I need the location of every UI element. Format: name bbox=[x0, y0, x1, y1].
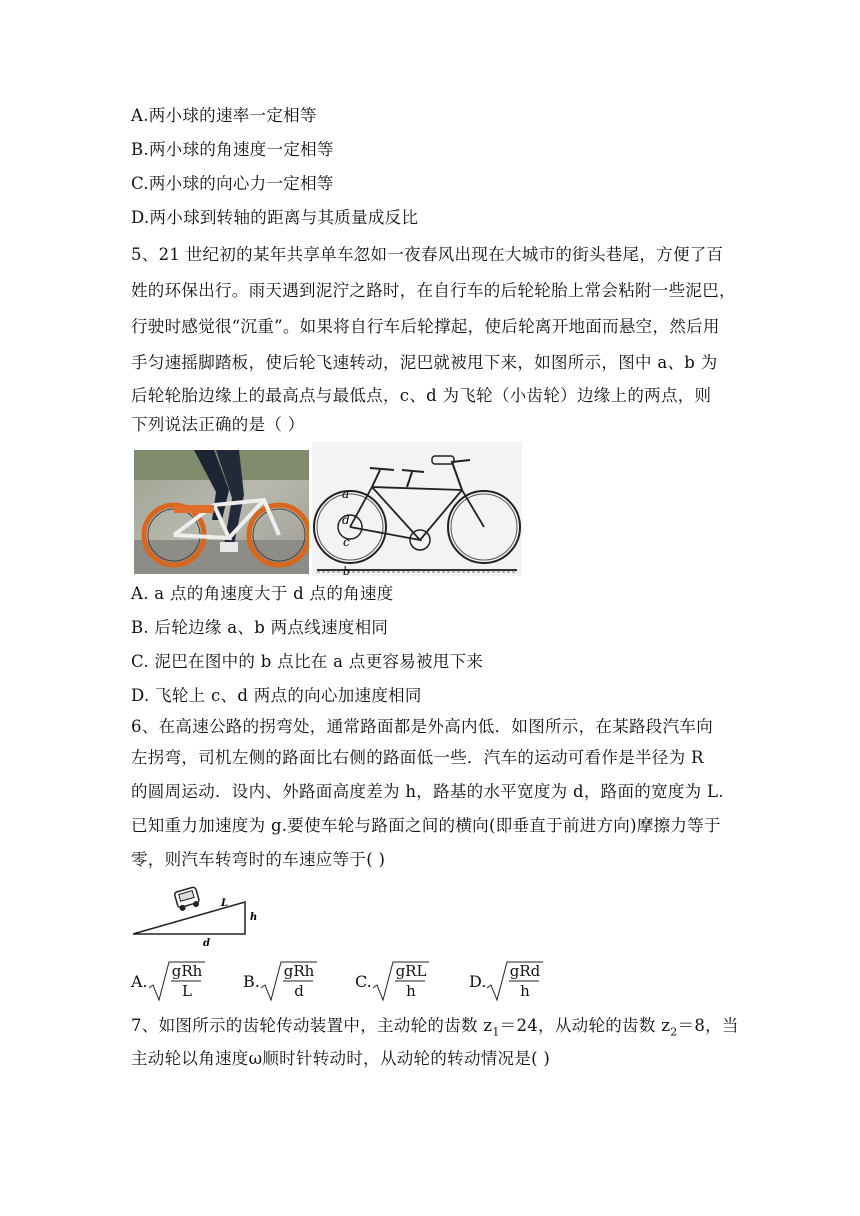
q7-line1-part-b: ＝24，从动轮的齿数 z bbox=[499, 1016, 671, 1035]
q4-option-c: C.两小球的向心力一定相等 bbox=[131, 174, 334, 193]
q6-option-d-label: D. bbox=[469, 972, 487, 991]
q6-option-a-label: A. bbox=[131, 972, 148, 991]
q6-option-c-label: C. bbox=[355, 972, 372, 991]
q6-stem-line-4: 已知重力加速度为 g.要使车轮与路面之间的横向(即垂直于前进方向)摩擦力等于 bbox=[131, 816, 721, 835]
bicycle-photo bbox=[134, 450, 309, 574]
q5-stem-line-3: 行驶时感觉很“沉重”。如果将自行车后轮撑起，使后轮离开地面而悬空，然后用 bbox=[131, 317, 720, 336]
q6-option-d-denominator: h bbox=[520, 982, 530, 1000]
label-h: h bbox=[250, 912, 258, 923]
q5-stem-line-6: 下列说法正确的是（ ） bbox=[131, 415, 305, 434]
q5-stem-line-4: 手匀速摇脚踏板，使后轮飞速转动，泥巴就被甩下来，如图所示，图中 a、b 为 bbox=[131, 353, 718, 372]
q4-option-d: D.两小球到转轴的距离与其质量成反比 bbox=[131, 208, 419, 227]
q6-stem-line-3: 的圆周运动．设内、外路面高度差为 h，路基的水平宽度为 d，路面的宽度为 L. bbox=[131, 782, 724, 801]
q5-option-c: C. 泥巴在图中的 b 点比在 a 点更容易被甩下来 bbox=[131, 652, 484, 671]
q6-option-b-denominator: d bbox=[294, 982, 304, 1000]
q6-stem-line-5: 零，则汽车转弯时的车速应等于( ) bbox=[131, 850, 386, 869]
label-a: a bbox=[342, 487, 350, 501]
q6-option-a-denominator: L bbox=[182, 982, 192, 1000]
label-d: d bbox=[342, 513, 350, 527]
q6-option-b-numerator: gRh bbox=[283, 962, 315, 980]
q5-stem-line-2: 姓的环保出行。雨天遇到泥泞之路时，在自行车的后轮轮胎上常会粘附一些泥巴， bbox=[131, 281, 736, 300]
q6-option-a-numerator: gRh bbox=[171, 962, 203, 980]
q6-option-b-label: B. bbox=[243, 972, 260, 991]
q6-option-c-denominator: h bbox=[406, 982, 416, 1000]
q7-stem-line-2: 主动轮以角速度ω顺时针转动时，从动轮的转动情况是( ) bbox=[131, 1049, 551, 1068]
q7-stem-line-1 bbox=[131, 1016, 739, 1042]
label-d: d bbox=[203, 938, 210, 949]
q6-option-c-numerator: gRL bbox=[395, 962, 427, 980]
q6-stem-line-2: 左拐弯，司机左侧的路面比右侧的路面低一些．汽车的运动可看作是半径为 R bbox=[131, 748, 704, 767]
q5-option-a: A. a 点的角速度大于 d 点的角速度 bbox=[131, 584, 394, 603]
q7-line1-part-c: ＝8，当 bbox=[677, 1016, 739, 1035]
label-c: c bbox=[343, 535, 350, 549]
q5-stem-line-5: 后轮轮胎边缘上的最高点与最低点，c、d 为飞轮（小齿轮）边缘上的两点，则 bbox=[131, 386, 712, 405]
bicycle-sketch bbox=[312, 442, 522, 576]
q5-stem-line-1: 5、21 世纪初的某年共享单车忽如一夜春风出现在大城市的街头巷尾，方便了百 bbox=[131, 245, 724, 264]
q4-option-b: B.两小球的角速度一定相等 bbox=[131, 140, 334, 159]
q4-option-a: A.两小球的速率一定相等 bbox=[131, 106, 317, 125]
q5-option-b: B. 后轮边缘 a、b 两点线速度相同 bbox=[131, 618, 389, 637]
q6-stem-line-1: 6、在高速公路的拐弯处，通常路面都是外高内低．如图所示，在某路段汽车向 bbox=[131, 717, 713, 736]
q7-line1-part-a: 7、如图所示的齿轮传动装置中，主动轮的齿数 z bbox=[131, 1016, 493, 1035]
q7-sub-1: 1 bbox=[492, 1025, 500, 1039]
q7-sub-2: 2 bbox=[670, 1025, 678, 1039]
label-L: L bbox=[221, 898, 229, 909]
label-b: b bbox=[343, 565, 351, 576]
banked-road-figure bbox=[131, 858, 271, 950]
q6-option-d-numerator: gRd bbox=[509, 962, 541, 980]
q5-option-d: D. 飞轮上 c、d 两点的向心加速度相同 bbox=[131, 686, 422, 705]
